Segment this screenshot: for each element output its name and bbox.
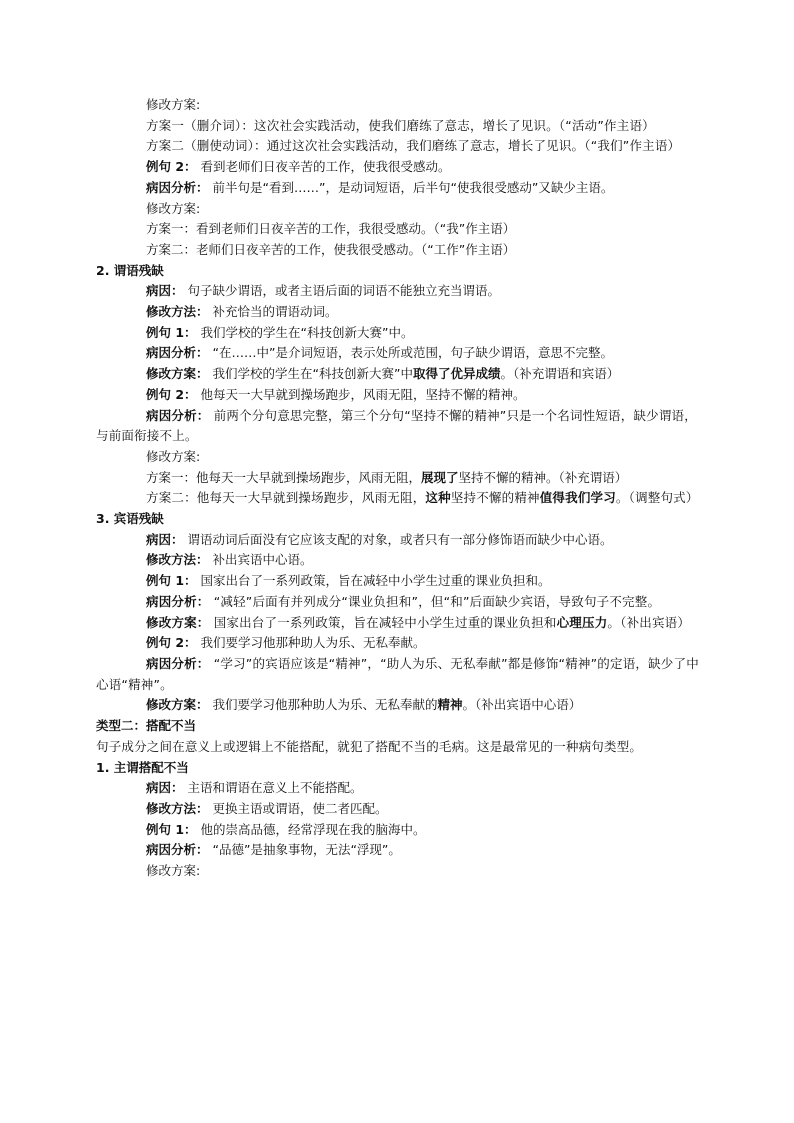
type-heading: 类型二：搭配不当 xyxy=(96,718,197,734)
line-label: 病因分析： xyxy=(146,842,209,858)
line-text: 修改方案: xyxy=(146,97,201,112)
line-label: 修改方法： xyxy=(146,800,209,816)
line-label: 例句 2： xyxy=(146,386,197,402)
section-heading: 2. 谓语残缺 xyxy=(96,262,164,278)
text-line xyxy=(96,530,700,551)
section-heading: 3. 宾语残缺 xyxy=(96,511,164,527)
text-line xyxy=(96,385,700,406)
line-text: 方案一：他每天一大早就到操场跑步，风雨无阻， xyxy=(146,469,422,485)
line-text: 句子缺少谓语，或者主语后面的词语不能独立充当谓语。 xyxy=(187,283,501,299)
text-line xyxy=(96,613,700,634)
line-text: 。（补出宾语中心语） xyxy=(462,697,582,713)
line-label: 修改方法： xyxy=(146,304,209,320)
line-text: 国家出台了一系列政策，旨在减轻中小学生过重的课业负担和。 xyxy=(200,573,551,589)
text-line xyxy=(96,840,700,861)
text-line xyxy=(96,468,700,489)
line-label: 病因分析： xyxy=(146,179,209,195)
line-text: 他每天一大早就到操场跑步，风雨无阻，坚持不懈的精神。 xyxy=(200,386,526,402)
emphasis-text: 值得我们学习 xyxy=(539,490,616,506)
emphasis-text: 心理压力 xyxy=(556,614,608,630)
line-text: 。（补充谓语和宾语） xyxy=(500,366,620,382)
line-text: “减轻”后面有并列成分“课业负担和”，但“和”后面缺少宾语，导致句子不完整。 xyxy=(213,593,661,609)
line-label: 修改方案： xyxy=(146,366,209,382)
line-text: 主语和谓语在意义上不能搭配。 xyxy=(187,780,363,796)
emphasis-text: 取得了优异成绩 xyxy=(412,366,501,382)
line-label: 病因分析： xyxy=(146,593,210,609)
line-text: 修改方案: xyxy=(146,863,201,879)
text-line xyxy=(96,240,700,261)
line-text: 方案一（删介词）：这次社会实践活动，使我们磨练了意志，增长了见识。（“活动”作主语） xyxy=(146,117,655,133)
emphasis-text: 这种 xyxy=(425,490,451,506)
line-label: 例句 1： xyxy=(146,573,197,589)
text-line xyxy=(96,447,700,468)
line-text: 。（补出宾语） xyxy=(607,614,691,630)
line-label: 病因分析： xyxy=(146,655,210,671)
text-line xyxy=(96,157,700,178)
line-text: 前两个分句意思完整，第三个分句“坚持不懈的精神”只是一个名词性短语，缺少谓语，与前面衔接不上。 xyxy=(96,407,697,444)
line-label: 修改方法： xyxy=(146,552,209,568)
line-text: 我们要学习他那种助人为乐、无私奉献。 xyxy=(200,635,426,651)
text-line xyxy=(96,364,700,385)
line-text: 方案二：老师们日夜辛苦的工作，使我很受感动。（“工作”作主语） xyxy=(146,241,516,257)
line-text: “品德”是抽象事物，无法“浮现”。 xyxy=(212,842,401,858)
line-label: 例句 2： xyxy=(146,159,197,175)
text-line xyxy=(96,136,700,157)
line-text: 句子成分之间在意义上或逻辑上不能搭配，就犯了搭配不当的毛病。这是最常见的一种病句类型。 xyxy=(96,738,643,754)
line-text: 方案二（删使动词）：通过这次社会实践活动，我们磨练了意志，增长了见识。（“我们”作主语） xyxy=(146,138,681,154)
line-text: 他的崇高品德，经常浮现在我的脑海中。 xyxy=(200,821,426,837)
line-text: 我们学校的学生在“科技创新大赛”中。 xyxy=(200,324,414,340)
line-text: 看到老师们日夜辛苦的工作，使我很受感动。 xyxy=(200,159,451,175)
text-line xyxy=(96,633,700,654)
line-label: 例句 1： xyxy=(146,821,197,837)
section-heading: 1. 主谓搭配不当 xyxy=(96,759,189,775)
text-line xyxy=(96,343,700,364)
text-line xyxy=(96,219,700,240)
line-text: 修改方案: xyxy=(146,448,201,464)
text-line xyxy=(96,695,700,716)
line-label: 病因： xyxy=(146,531,184,547)
text-line xyxy=(96,116,700,137)
line-label: 修改方案： xyxy=(146,614,210,630)
document-body xyxy=(96,95,700,882)
text-line xyxy=(96,281,700,302)
line-text: 补充恰当的谓语动词。 xyxy=(212,304,338,320)
line-text: 国家出台了一系列政策，旨在减轻中小学生过重的课业负担和 xyxy=(213,614,557,630)
line-text: “在……中”是介词短语，表示处所或范围，句子缺少谓语，意思不完整。 xyxy=(212,345,613,361)
emphasis-text: 展现了 xyxy=(421,469,459,485)
text-line xyxy=(96,488,700,509)
line-text: 方案一：看到老师们日夜辛苦的工作，我很受感动。（“我”作主语） xyxy=(146,221,516,237)
line-label: 病因： xyxy=(146,283,184,299)
text-line xyxy=(96,95,700,116)
line-text: 修改方案: xyxy=(146,200,201,216)
line-text: 方案二：他每天一大早就到操场跑步，风雨无阻， xyxy=(146,490,426,506)
text-line xyxy=(96,550,700,571)
emphasis-text: 精神 xyxy=(437,697,463,713)
line-label: 修改方案： xyxy=(146,697,209,713)
line-text: 谓语动词后面没有它应该支配的对象，或者只有一部分修饰语而缺少中心语。 xyxy=(187,531,613,547)
text-line xyxy=(96,178,700,199)
text-line xyxy=(96,861,700,882)
line-text: 坚持不懈的精神。（补充谓语） xyxy=(458,469,628,485)
text-line xyxy=(96,799,700,820)
text-line xyxy=(96,302,700,323)
text-line xyxy=(96,592,700,613)
text-line xyxy=(96,406,700,447)
line-text: 坚持不懈的精神 xyxy=(450,490,540,506)
line-text: 补出宾语中心语。 xyxy=(212,552,313,568)
line-text: 更换主语或谓语，使二者匹配。 xyxy=(212,800,388,816)
text-line xyxy=(96,820,700,841)
text-line xyxy=(96,323,700,344)
text-line xyxy=(96,778,700,799)
text-line xyxy=(96,737,700,758)
text-line xyxy=(96,571,700,592)
line-label: 病因分析： xyxy=(146,407,210,423)
line-text: 我们学校的学生在“科技创新大赛”中 xyxy=(212,366,413,382)
line-text: 前半句是“看到……”，是动词短语，后半句“使我很受感动”又缺少主语。 xyxy=(212,179,614,195)
line-text: 我们要学习他那种助人为乐、无私奉献的 xyxy=(212,697,438,713)
line-text: 。（调整句式） xyxy=(615,490,699,506)
text-line xyxy=(96,199,700,220)
line-label: 例句 1： xyxy=(146,324,197,340)
line-label: 病因： xyxy=(146,780,184,796)
text-line xyxy=(96,654,700,695)
line-label: 病因分析： xyxy=(146,345,209,361)
line-label: 例句 2： xyxy=(146,635,197,651)
line-text: “学习”的宾语应该是“精神”，“助人为乐、无私奉献”都是修饰“精神”的定语，缺少了中心语“精神”。 xyxy=(96,655,699,692)
